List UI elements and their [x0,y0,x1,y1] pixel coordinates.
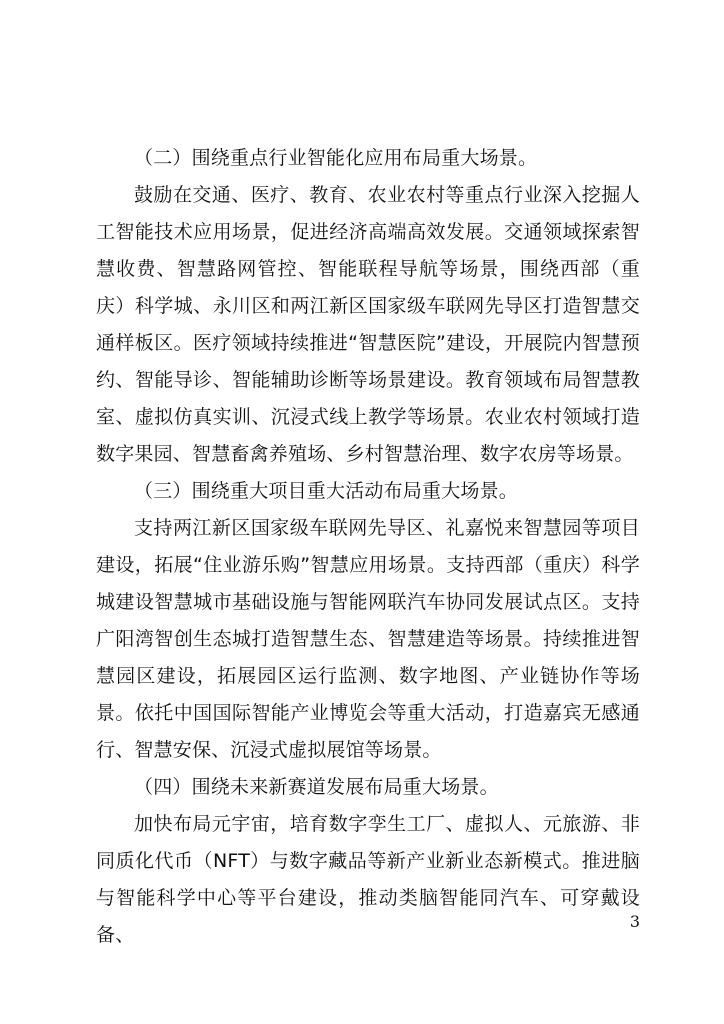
document-body [96,140,640,954]
section-heading-2: （二）围绕重点行业智能化应用布局重大场景。 [134,147,538,169]
section-heading-4: （四）围绕未来新赛道发展布局重大场景。 [134,776,499,798]
section-paragraph-4: 加快布局元宇宙，培育数字孪生工厂、虚拟人、元旅游、非同质化代币（NFT）与数字藏品等新产业新业态新模式。推进脑与智能科学中心等平台建设，推动类脑智能同汽车、可穿戴设备、 [96,813,640,946]
section-heading-3: （三）围绕重大项目重大活动布局重大场景。 [134,480,519,502]
section-paragraph-3: 支持两江新区国家级车联网先导区、礼嘉悦来智慧园等项目建设，拓展“住业游乐购”智慧应用场景。支持西部（重庆）科学城建设智慧城市基础设施与智能网联汽车协同发展试点区。支持广阳湾智创生态城打造智慧生态、智慧建造等场景。持续推进智慧园区建设，拓展园区运行监测、数字地图、产业链协作等场景。依托中国国际智能产业博览会等重大活动，打造嘉宾无感通行、智慧安保、沉浸式虚拟展馆等场景。 [96,517,640,761]
page-number: 3 [629,912,640,931]
section-paragraph-2: 鼓励在交通、医疗、教育、农业农村等重点行业深入挖掘人工智能技术应用场景，促进经济高端高效发展。交通领域探索智慧收费、智慧路网管控、智能联程导航等场景，围绕西部（重庆）科学城、永川区和两江新区国家级车联网先导区打造智慧交通样板区。医疗领域持续推进“智慧医院”建设，开展院内智慧预约、智能导诊、智能辅助诊断等场景建设。教育领域布局智慧教室、虚拟仿真实训、沉浸式线上教学等场景。农业农村领域打造数字果园、智慧畜禽养殖场、乡村智慧治理、数字农房等场景。 [96,184,640,465]
